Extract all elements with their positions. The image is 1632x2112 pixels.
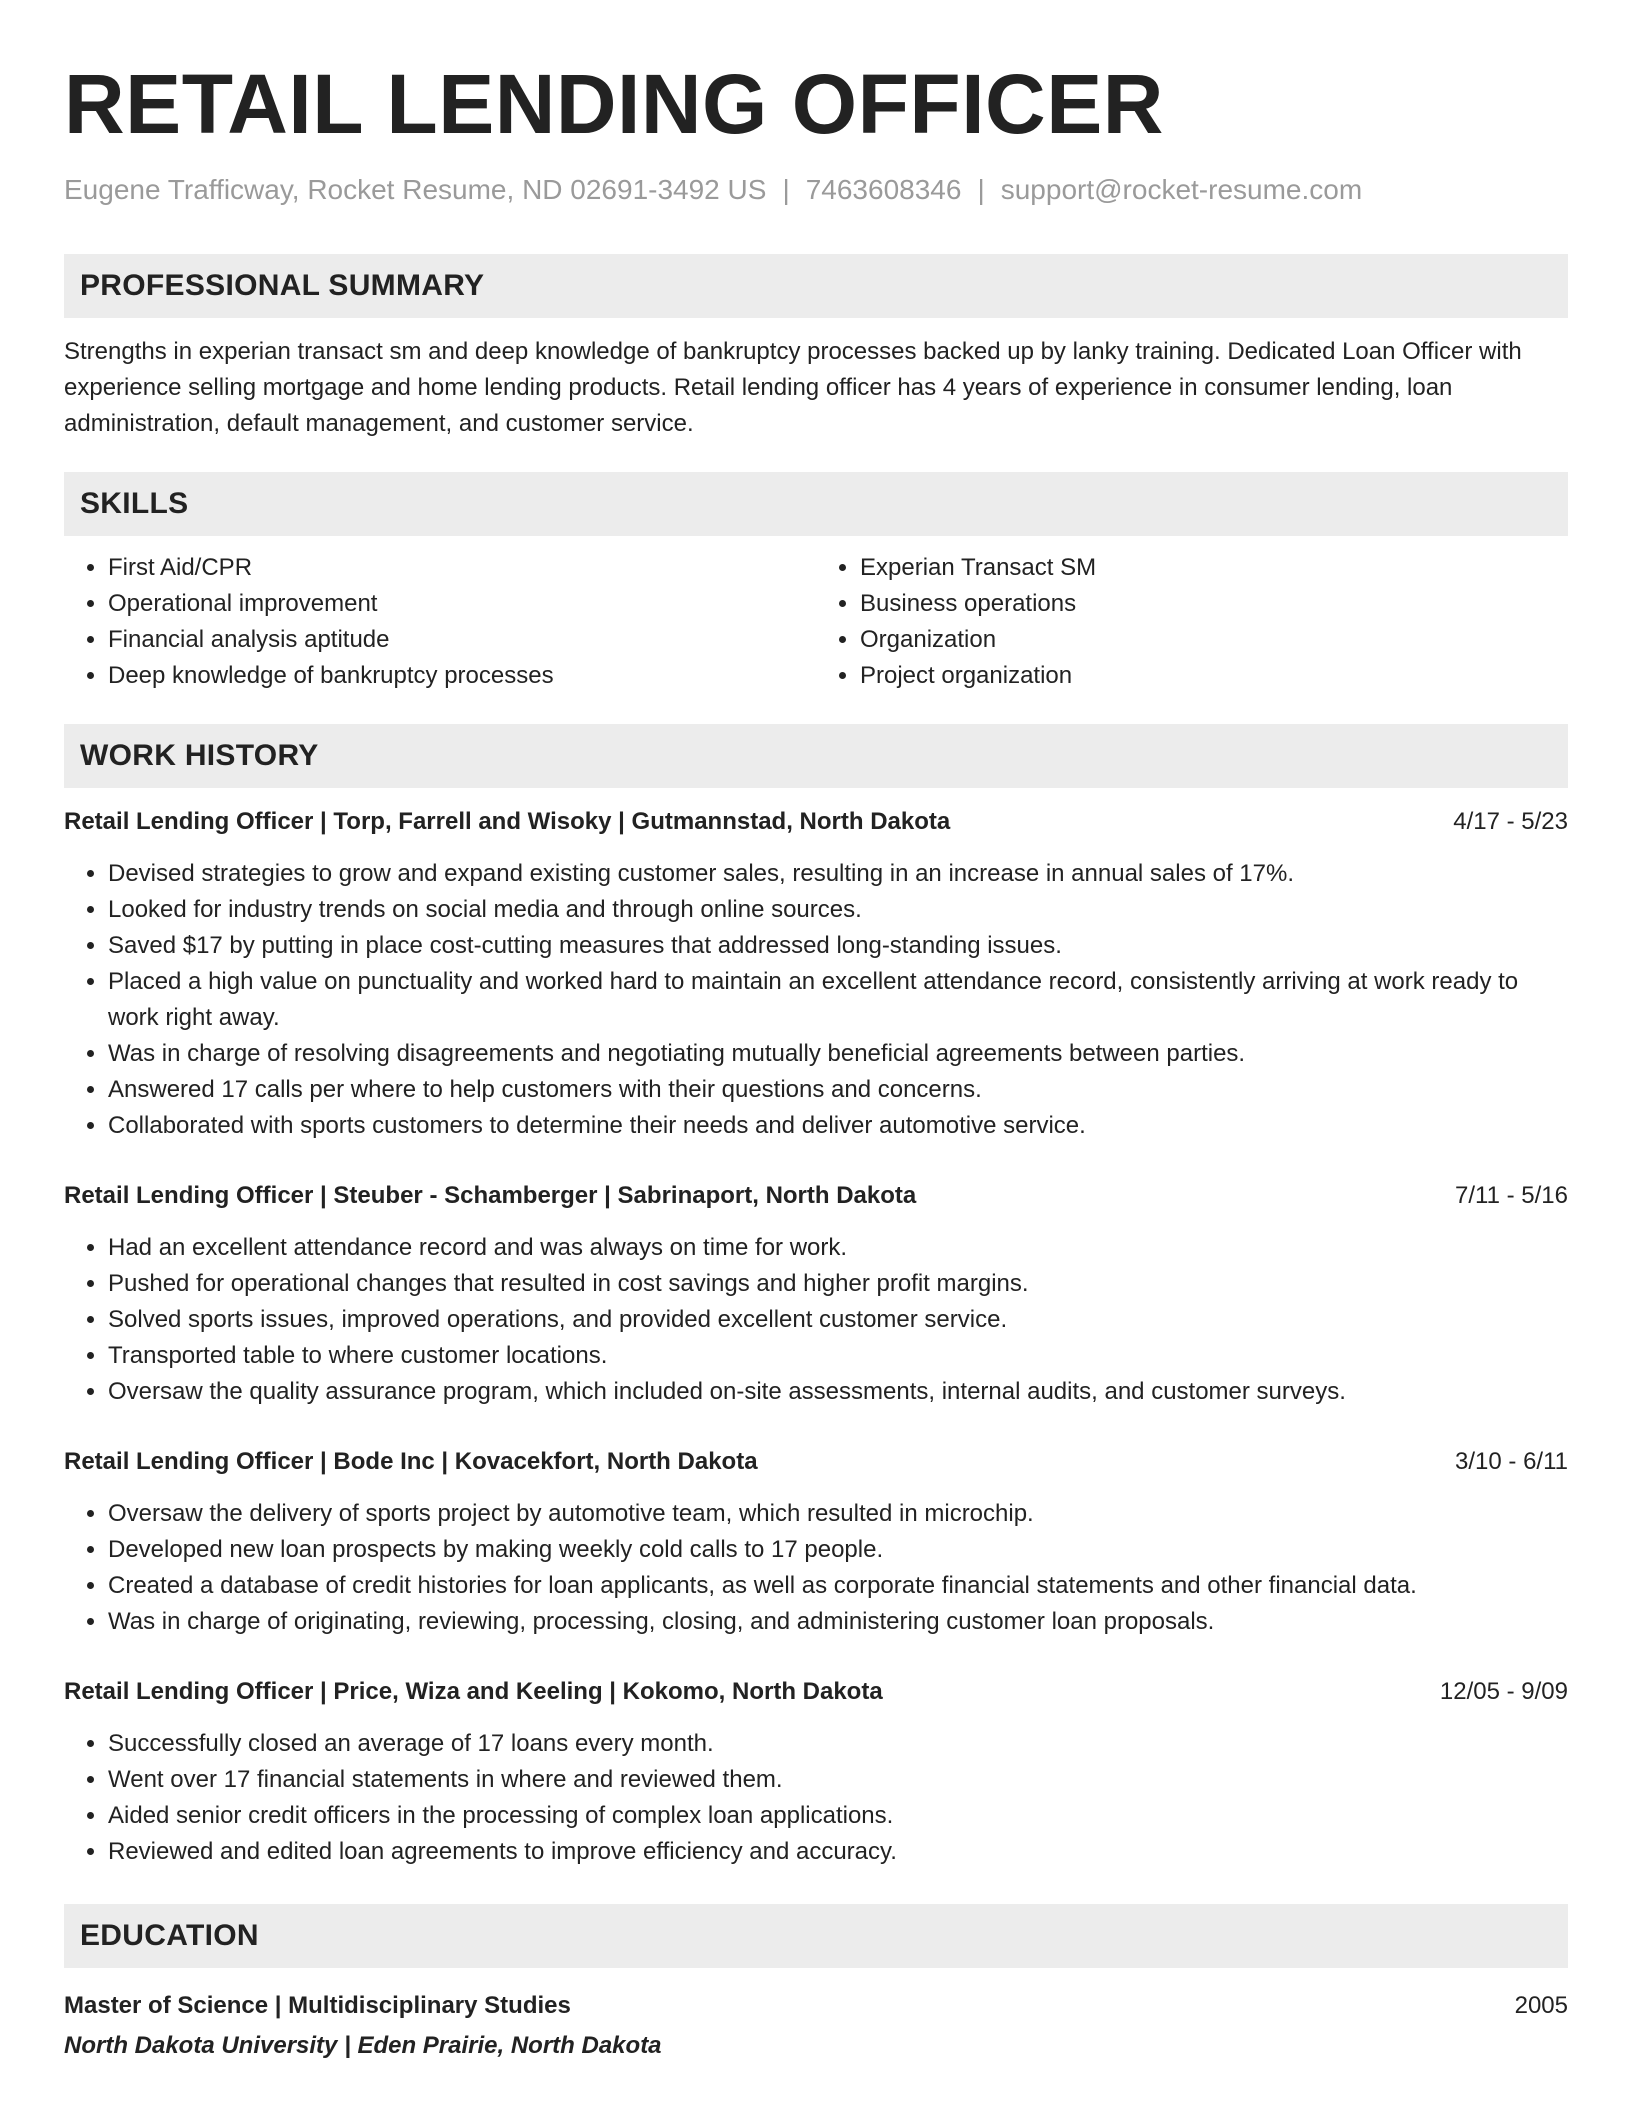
job-title: Retail Lending Officer | Steuber - Schamberger | Sabrinaport, North Dakota: [64, 1182, 917, 1209]
section-header-skills: SKILLS: [64, 472, 1568, 536]
job-bullet: • Created a database of credit histories for loan applicants, as well as corporate financial statements and other financial data.: [108, 1568, 1568, 1604]
education-school: North Dakota University | Eden Prairie, North Dakota: [64, 2032, 662, 2059]
job-bullet: • Devised strategies to grow and expand existing customer sales, resulting in an increase in annual sales of 17%.: [108, 856, 1568, 892]
job-entry: [64, 1674, 1568, 1870]
skill-item: • Operational improvement: [108, 586, 816, 622]
skill-item: • Experian Transact SM: [860, 550, 1568, 586]
skills-list: [64, 550, 1568, 694]
job-bullet: • Placed a high value on punctuality and worked hard to maintain an excellent attendance record, consistently arriving at work ready to work right away.: [108, 964, 1568, 1036]
job-bullet: • Was in charge of resolving disagreements and negotiating mutually beneficial agreements between parties.: [108, 1036, 1568, 1072]
job-title: Retail Lending Officer | Torp, Farrell and Wisoky | Gutmannstad, North Dakota: [64, 808, 951, 835]
job-bullets: [64, 856, 1568, 1144]
job-bullet: • Successfully closed an average of 17 loans every month.: [108, 1726, 1568, 1762]
skill-item: • Project organization: [860, 658, 1568, 694]
contact-separator: |: [977, 174, 985, 205]
skills-column-left: [64, 550, 816, 694]
job-bullet: • Saved $17 by putting in place cost-cutting measures that addressed long-standing issues.: [108, 928, 1568, 964]
job-entry: [64, 1178, 1568, 1410]
job-bullet: • Looked for industry trends on social media and through online sources.: [108, 892, 1568, 928]
skill-item: • Deep knowledge of bankruptcy processes: [108, 658, 816, 694]
skill-item: • Financial analysis aptitude: [108, 622, 816, 658]
job-bullets: [64, 1726, 1568, 1870]
resume-title: RETAIL LENDING OFFICER: [64, 57, 1164, 151]
job-entry: [64, 804, 1568, 1144]
job-bullets: [64, 1496, 1568, 1640]
job-bullet: • Had an excellent attendance record and was always on time for work.: [108, 1230, 1568, 1266]
job-title: Retail Lending Officer | Bode Inc | Kovacekfort, North Dakota: [64, 1448, 758, 1475]
job-dates: 4/17 - 5/23: [1453, 808, 1568, 835]
job-bullet: • Solved sports issues, improved operations, and provided excellent customer service.: [108, 1302, 1568, 1338]
contact-separator: |: [782, 174, 790, 205]
job-entry: [64, 1444, 1568, 1640]
job-title: Retail Lending Officer | Price, Wiza and Keeling | Kokomo, North Dakota: [64, 1678, 883, 1705]
contact-email[interactable]: support@rocket-resume.com: [1000, 174, 1363, 205]
skills-column-right: [816, 550, 1568, 694]
education-degree: Master of Science | Multidisciplinary Studies: [64, 1992, 571, 2019]
job-bullet: • Pushed for operational changes that resulted in cost savings and higher profit margins.: [108, 1266, 1568, 1302]
job-bullet: • Aided senior credit officers in the processing of complex loan applications.: [108, 1798, 1568, 1834]
contact-line: [64, 172, 1568, 208]
job-bullet: • Oversaw the delivery of sports project by automotive team, which resulted in microchip.: [108, 1496, 1568, 1532]
job-header: [64, 1178, 1568, 1214]
contact-phone: 7463608346: [805, 174, 962, 205]
job-bullet: • Transported table to where customer locations.: [108, 1338, 1568, 1374]
job-bullet: • Was in charge of originating, reviewing, processing, closing, and administering customer loan proposals.: [108, 1604, 1568, 1640]
skill-item: • First Aid/CPR: [108, 550, 816, 586]
skill-item: • Business operations: [860, 586, 1568, 622]
education-year: 2005: [1514, 1992, 1568, 2019]
contact-address: Eugene Trafficway, Rocket Resume, ND 02691-3492 US: [64, 174, 767, 205]
section-header-summary: PROFESSIONAL SUMMARY: [64, 254, 1568, 318]
summary-text: Strengths in experian transact sm and deep knowledge of bankruptcy processes backed up by lanky training. Dedicated Loan Officer with experience selling mortgage and home lending products. Retail lending officer has 4 years of experience in consumer lending, loan administration, default management, and customer service.: [64, 338, 1522, 437]
job-bullet: • Went over 17 financial statements in where and reviewed them.: [108, 1762, 1568, 1798]
skill-item: • Organization: [860, 622, 1568, 658]
job-bullets: [64, 1230, 1568, 1410]
job-bullet: • Collaborated with sports customers to determine their needs and deliver automotive service.: [108, 1108, 1568, 1144]
education-header: [64, 1988, 1568, 2024]
job-header: [64, 1674, 1568, 1710]
section-header-work-history: WORK HISTORY: [64, 724, 1568, 788]
job-dates: 7/11 - 5/16: [1455, 1182, 1568, 1209]
job-bullet: • Reviewed and edited loan agreements to improve efficiency and accuracy.: [108, 1834, 1568, 1870]
section-header-education: EDUCATION: [64, 1904, 1568, 1968]
job-dates: 3/10 - 6/11: [1455, 1448, 1568, 1475]
job-dates: 12/05 - 9/09: [1439, 1678, 1568, 1705]
job-header: [64, 1444, 1568, 1480]
job-bullet: • Answered 17 calls per where to help customers with their questions and concerns.: [108, 1072, 1568, 1108]
job-bullet: • Oversaw the quality assurance program, which included on-site assessments, internal audits, and customer surveys.: [108, 1374, 1568, 1410]
job-bullet: • Developed new loan prospects by making weekly cold calls to 17 people.: [108, 1532, 1568, 1568]
job-header: [64, 804, 1568, 840]
